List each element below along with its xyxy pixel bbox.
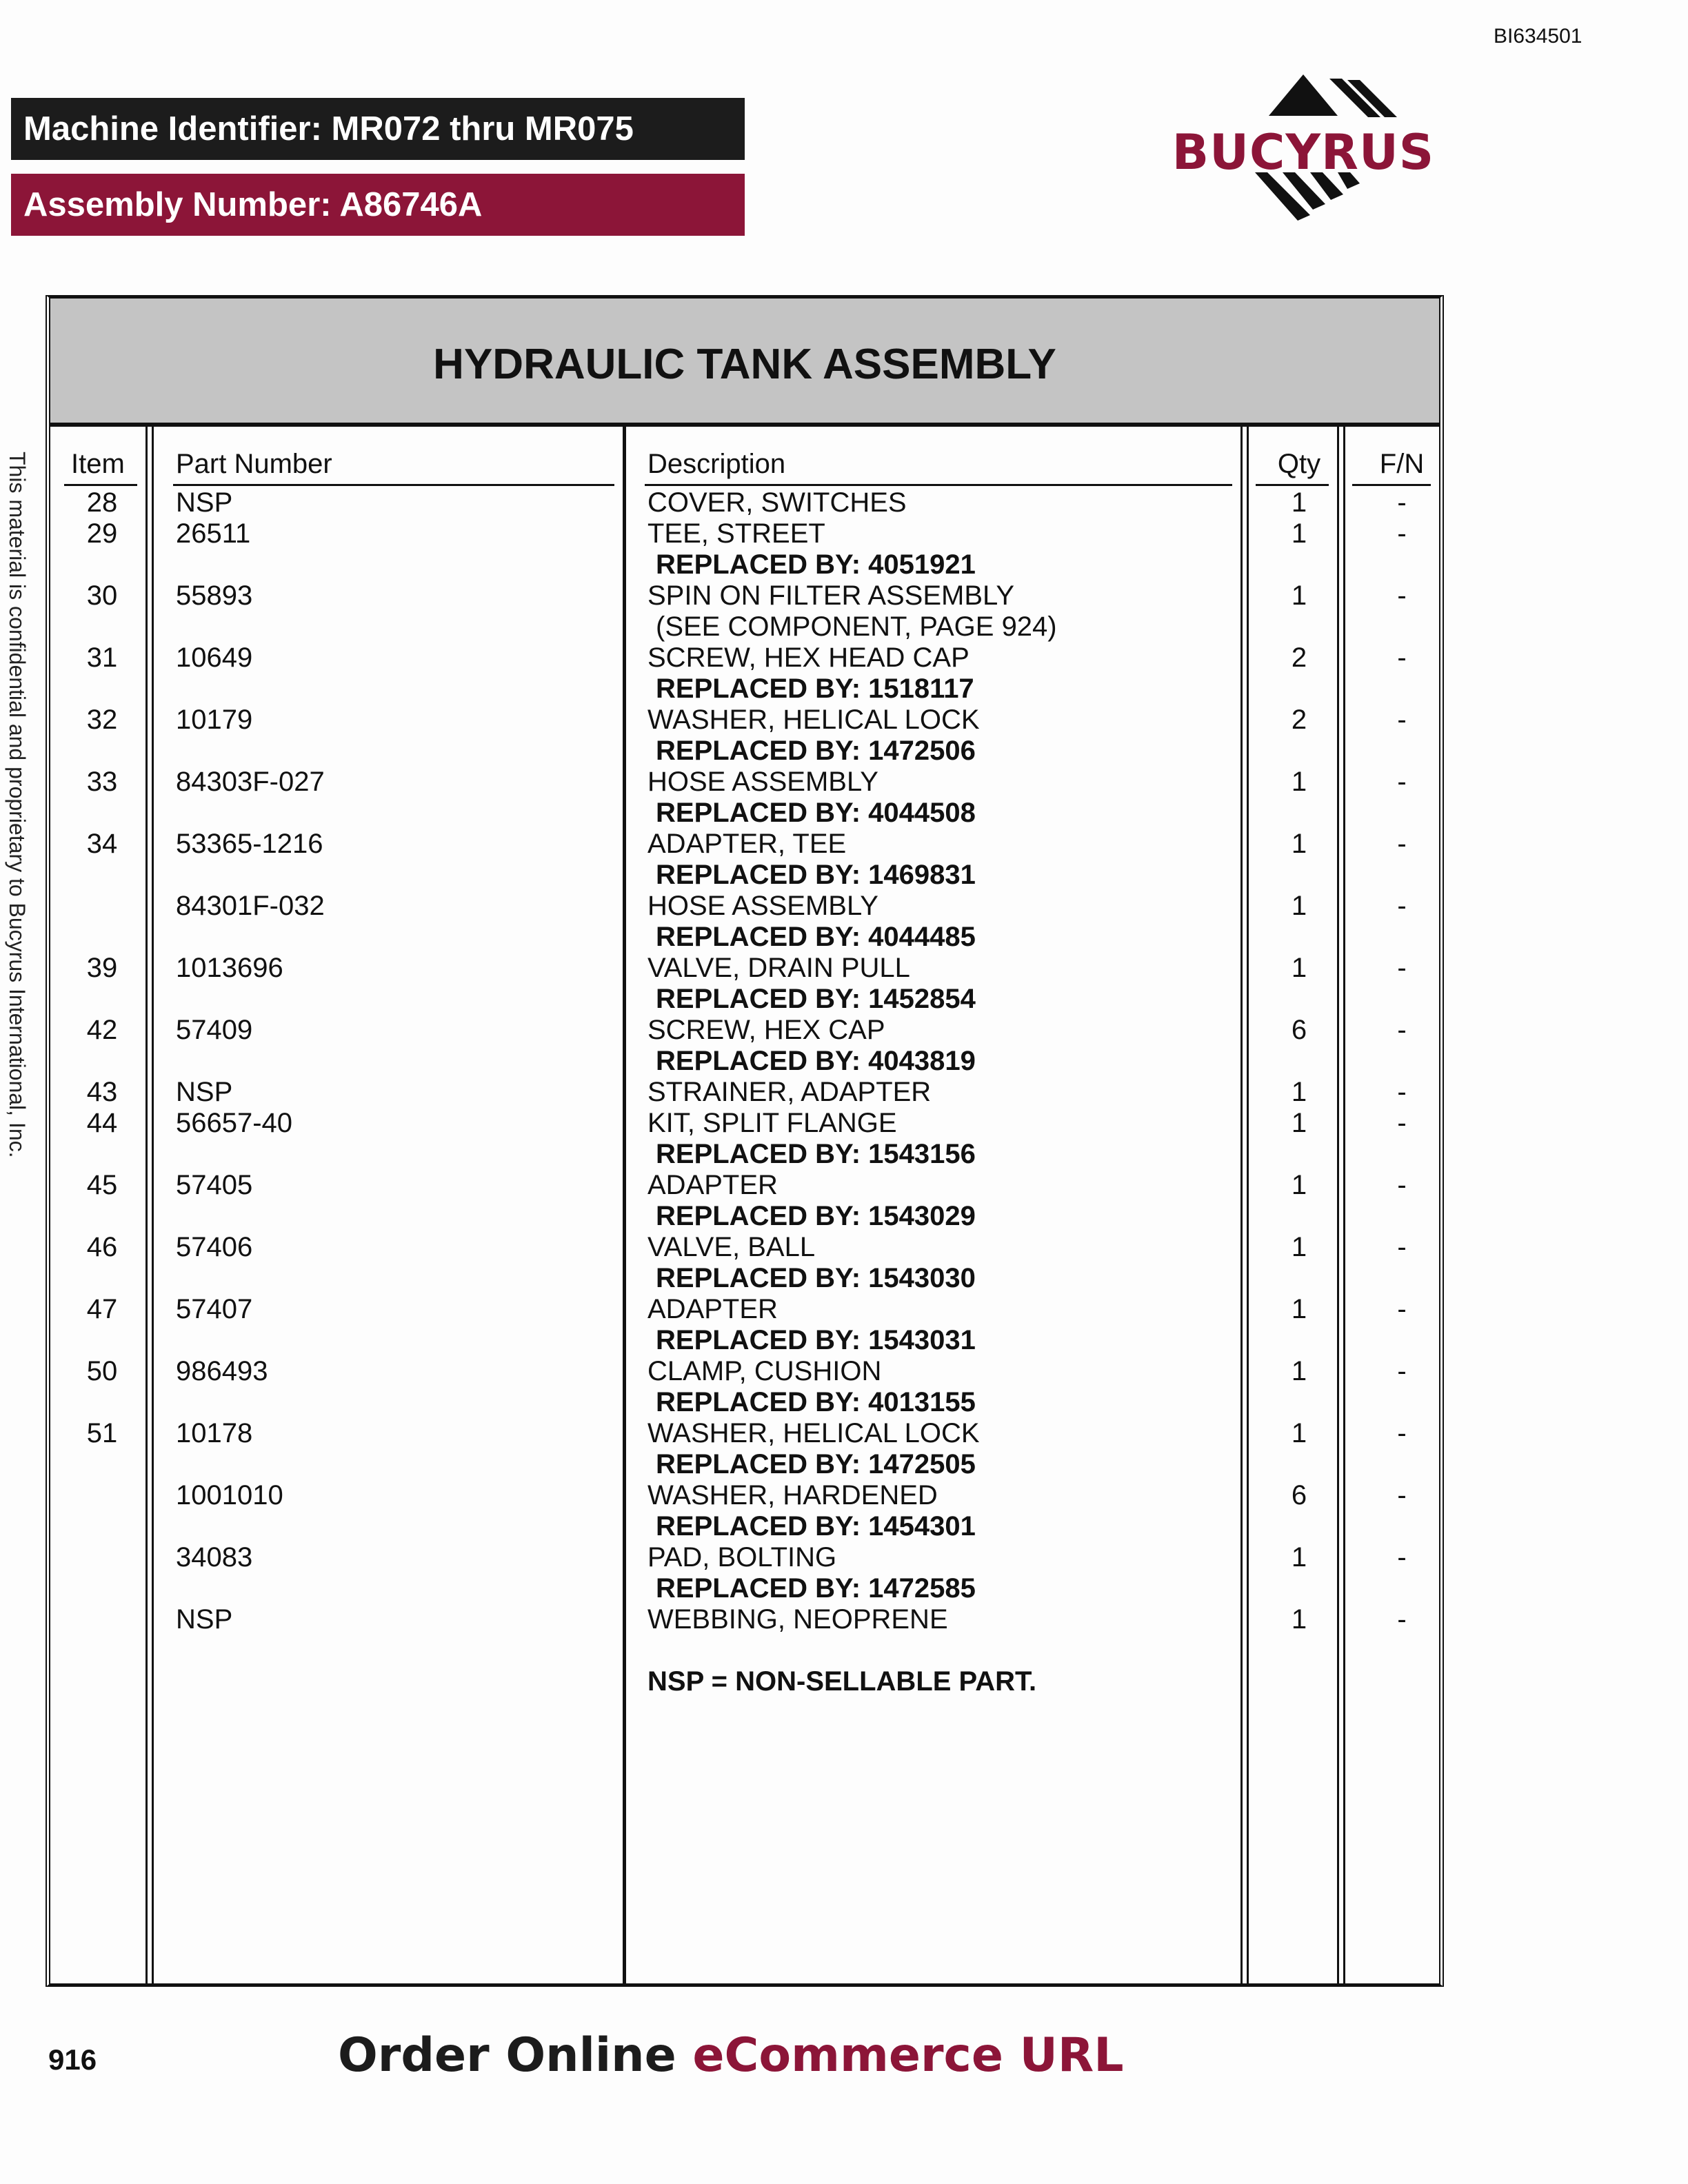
part-number: 10178 (176, 1418, 253, 1448)
replaced-by-note: REPLACED BY: 1543031 (656, 1325, 976, 1355)
description: WEBBING, NEOPRENE (647, 1604, 948, 1635)
fn-value: - (1397, 1480, 1407, 1510)
fn-value: - (1397, 1604, 1407, 1635)
item-number: 31 (86, 643, 118, 673)
description: PAD, BOLTING (647, 1542, 837, 1573)
item-number: 34 (86, 829, 118, 859)
description: VALVE, DRAIN PULL (647, 953, 910, 983)
part-number: 34083 (176, 1542, 253, 1573)
replaced-by-note: REPLACED BY: 4043819 (656, 1046, 976, 1076)
item-number: 33 (86, 767, 118, 797)
replaced-by-note: REPLACED BY: 1518117 (656, 674, 974, 704)
fn-value: - (1397, 1356, 1407, 1386)
quantity: 1 (1291, 580, 1307, 611)
description: KIT, SPLIT FLANGE (647, 1108, 897, 1138)
replaced-by-note: REPLACED BY: 4051921 (656, 549, 976, 580)
part-number: 53365-1216 (176, 829, 323, 859)
quantity: 1 (1291, 891, 1307, 921)
part-number: 26511 (176, 518, 251, 549)
fn-value: - (1397, 1232, 1407, 1262)
part-number: 57405 (176, 1170, 253, 1200)
fn-value: - (1397, 1542, 1407, 1573)
column-header-item: Item (71, 449, 125, 479)
fn-value: - (1397, 891, 1407, 921)
quantity: 2 (1291, 705, 1307, 735)
quantity: 1 (1291, 518, 1307, 549)
item-number: 45 (86, 1170, 118, 1200)
quantity: 1 (1291, 1418, 1307, 1448)
fn-value: - (1397, 953, 1407, 983)
replaced-by-note: REPLACED BY: 1452854 (656, 984, 976, 1014)
part-number: 986493 (176, 1356, 268, 1386)
quantity: 6 (1291, 1480, 1307, 1510)
description: WASHER, HARDENED (647, 1480, 938, 1510)
part-number: NSP (176, 487, 233, 518)
column-header-part-number: Part Number (176, 449, 332, 479)
description: ADAPTER (647, 1170, 778, 1200)
replaced-by-note: REPLACED BY: 1543156 (656, 1139, 976, 1169)
quantity: 1 (1291, 487, 1307, 518)
fn-value: - (1397, 1108, 1407, 1138)
header-underline (1352, 484, 1431, 486)
quantity: 1 (1291, 1232, 1307, 1262)
fn-value: - (1397, 829, 1407, 859)
item-number: 30 (86, 580, 118, 611)
fn-value: - (1397, 1418, 1407, 1448)
part-number: 1001010 (176, 1480, 283, 1510)
item-number: 44 (86, 1108, 118, 1138)
header-underline (645, 484, 1232, 486)
assembly-number-banner: Assembly Number: A86746A (11, 174, 745, 236)
order-online-link[interactable] (338, 2028, 1124, 2083)
part-number: 1013696 (176, 953, 283, 983)
quantity: 1 (1291, 1604, 1307, 1635)
description: STRAINER, ADAPTER (647, 1077, 932, 1107)
description: ADAPTER (647, 1294, 778, 1324)
description: VALVE, BALL (647, 1232, 816, 1262)
component-reference-note: (SEE COMPONENT, PAGE 924) (656, 611, 1057, 642)
description: SPIN ON FILTER ASSEMBLY (647, 580, 1014, 611)
description: HOSE ASSEMBLY (647, 891, 878, 921)
fn-value: - (1397, 1294, 1407, 1324)
column-divider (1240, 427, 1249, 1983)
quantity: 1 (1291, 1356, 1307, 1386)
header-underline (64, 484, 137, 486)
part-number: 57407 (176, 1294, 253, 1324)
parts-table (46, 295, 1444, 1987)
item-number: 50 (86, 1356, 118, 1386)
replaced-by-note: REPLACED BY: 4044485 (656, 922, 976, 952)
fn-value: - (1397, 580, 1407, 611)
item-number: 46 (86, 1232, 118, 1262)
header-underline (1256, 484, 1329, 486)
item-number: 29 (86, 518, 118, 549)
page-number: 916 (48, 2043, 97, 2076)
description: WASHER, HELICAL LOCK (647, 1418, 980, 1448)
description: SCREW, HEX CAP (647, 1015, 885, 1045)
item-number: 51 (86, 1418, 118, 1448)
quantity: 1 (1291, 829, 1307, 859)
item-number: 43 (86, 1077, 118, 1107)
confidentiality-notice: This material is confidential and proprietary to Bucyrus International, Inc. (5, 452, 30, 1158)
part-number: 55893 (176, 580, 253, 611)
part-number: 57409 (176, 1015, 253, 1045)
description: TEE, STREET (647, 518, 825, 549)
quantity: 1 (1291, 1294, 1307, 1324)
item-number: 47 (86, 1294, 118, 1324)
part-number: 57406 (176, 1232, 253, 1262)
fn-value: - (1397, 487, 1407, 518)
quantity: 1 (1291, 953, 1307, 983)
description: CLAMP, CUSHION (647, 1356, 882, 1386)
fn-value: - (1397, 1170, 1407, 1200)
table-title: HYDRAULIC TANK ASSEMBLY (50, 299, 1439, 427)
description: WASHER, HELICAL LOCK (647, 705, 980, 735)
quantity: 1 (1291, 767, 1307, 797)
fn-value: - (1397, 1015, 1407, 1045)
logo-wordmark: BUCYRUS (1172, 124, 1435, 181)
quantity: 1 (1291, 1108, 1307, 1138)
part-number: 84301F-032 (176, 891, 325, 921)
quantity: 6 (1291, 1015, 1307, 1045)
replaced-by-note: REPLACED BY: 1472505 (656, 1449, 976, 1479)
item-number: 39 (86, 953, 118, 983)
part-number: NSP (176, 1077, 233, 1107)
description: HOSE ASSEMBLY (647, 767, 878, 797)
description: COVER, SWITCHES (647, 487, 907, 518)
part-number: 56657-40 (176, 1108, 293, 1138)
description: SCREW, HEX HEAD CAP (647, 643, 969, 673)
fn-value: - (1397, 518, 1407, 549)
machine-identifier-banner: Machine Identifier: MR072 thru MR075 (11, 98, 745, 160)
column-header-fn: F/N (1379, 449, 1425, 479)
item-number: 28 (86, 487, 118, 518)
fn-value: - (1397, 1077, 1407, 1107)
replaced-by-note: REPLACED BY: 1454301 (656, 1511, 976, 1541)
header-underline (173, 484, 614, 486)
quantity: 1 (1291, 1077, 1307, 1107)
description: ADAPTER, TEE (647, 829, 847, 859)
fn-value: - (1397, 705, 1407, 735)
column-divider (623, 427, 626, 1983)
bucyrus-logo (1165, 69, 1441, 241)
quantity: 1 (1291, 1170, 1307, 1200)
order-online-text: Order Online (338, 2028, 676, 2083)
item-number: 42 (86, 1015, 118, 1045)
replaced-by-note: REPLACED BY: 1469831 (656, 860, 976, 890)
column-header-description: Description (647, 449, 786, 479)
replaced-by-note: REPLACED BY: 1543029 (656, 1201, 976, 1231)
replaced-by-note: REPLACED BY: 4013155 (656, 1387, 976, 1417)
quantity: 2 (1291, 643, 1307, 673)
nsp-footnote: NSP = NON-SELLABLE PART. (647, 1666, 1037, 1697)
part-number: NSP (176, 1604, 233, 1635)
ecommerce-url-text[interactable]: eCommerce URL (692, 2028, 1124, 2083)
quantity: 1 (1291, 1542, 1307, 1573)
document-id: BI634501 (1494, 25, 1582, 48)
replaced-by-note: REPLACED BY: 1472585 (656, 1573, 976, 1604)
column-header-qty: Qty (1277, 449, 1321, 479)
part-number: 10179 (176, 705, 253, 735)
column-divider (1337, 427, 1345, 1983)
fn-value: - (1397, 643, 1407, 673)
item-number: 32 (86, 705, 118, 735)
part-number: 10649 (176, 643, 253, 673)
column-divider (145, 427, 154, 1983)
part-number: 84303F-027 (176, 767, 325, 797)
fn-value: - (1397, 767, 1407, 797)
replaced-by-note: REPLACED BY: 1472506 (656, 736, 976, 766)
replaced-by-note: REPLACED BY: 1543030 (656, 1263, 976, 1293)
replaced-by-note: REPLACED BY: 4044508 (656, 798, 976, 828)
